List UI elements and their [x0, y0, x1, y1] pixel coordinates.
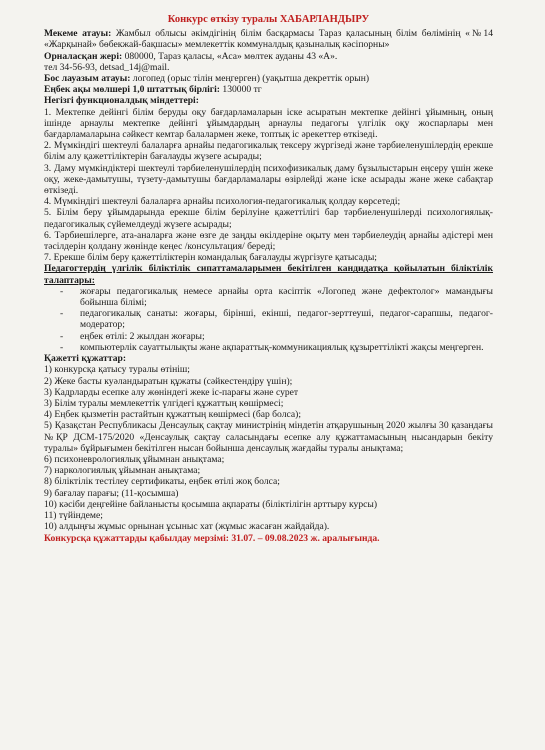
duty-item: 7. Ерекше білім беру қажеттіліктерін командалық бағалауды жүргізуге қатысады;: [44, 252, 377, 264]
vacancy-label: Бос лауазым атауы:: [44, 73, 131, 85]
requirement-item: - еңбек өтілі: 2 жылдан жоғары;: [60, 331, 493, 342]
document-item: 3) Білім туралы мемлекеттік үлгідегі құжаттың көшірмесі;: [44, 397, 284, 409]
org-value: Жамбыл облысы әкімдігінің білім басқармасы Тараз қаласының білім бөлімінің «№14 «Жарқынай» бөбекжай-бақшасы» мемлекеттік коммуналдық қазыналық кәсіпорны»: [44, 28, 493, 51]
vacancy-paragraph: [44, 73, 493, 84]
requirement-item: - педагогикалық санаты: жоғары, бірінші, екінші, педагог-зерттеуші, педагог-сарапшы, педагог-модератор;: [60, 308, 493, 330]
document-item: 11) түйіндеме;: [44, 509, 103, 521]
document-item: 9) бағалау парағы; (11-қосымша): [44, 487, 179, 499]
duty-item: 3. Даму мүмкіндіктері шектеулі тәрбиеленушілердің психофизикалық даму бұзылыстарын еңсеру үшін жеке оқу, жеке-дамытушы, түзету-дамытушы бағдарламалары өзірлейді және іске асырады және жеке сабақтар өткізеді.: [44, 162, 493, 197]
duty-item: 2. Мүмкіндігі шектеулі балаларға арнайы педагогикалық тексеру жүргізеді және тәрбиеленушілердің ерекше білім алу қажеттіліктерін бағалауды жүзеге асырады;: [44, 140, 493, 163]
document-item: 10) алдыңғы жұмыс орнынан ұсыныс хат (жұмыс жасаған жайдайда).: [44, 521, 330, 533]
duty-item: 4. Мүмкіндігі шектеулі балаларға арнайы психология-педагогикалық қолдау көрсетеді;: [44, 196, 401, 208]
contacts-line: тел 34-56-93, detsad_14j@mail.: [44, 61, 170, 73]
document-item: 4) Еңбек қызметін растайтын құжаттың көшірмесі (бар болса);: [44, 409, 301, 421]
address-label: Орналасқан жері:: [44, 50, 123, 62]
duties-heading: Негізгі функционалдық міндеттері:: [44, 95, 199, 107]
vacancy-value: логопед (орыс тілін меңгерген) (уақытша декреттік орын): [130, 73, 370, 85]
requirement-item: - жоғары педагогикалық немесе арнайы орта кәсіптік «Логопед және дефектолог» мамандығы бойынша білімі;: [60, 286, 493, 308]
documents-heading: Қажетті құжаттар:: [44, 353, 127, 365]
document-item: 3) Кадрларды есепке алу жөніндегі жеке іс-парағы және сурет: [44, 386, 299, 398]
document-item: 10) кәсіби деңгейіне байланысты қосымша ақпараты (біліктілігін арттыру курсы): [44, 498, 378, 510]
duty-item: 6. Тәрбиешілерге, ата-аналарға және өзге де заңды өкілдеріне оқыту мен тәрбиелеудің арнайы әдістері мен тәсілдерін қолдану жөнінде кеңес /консультация/ береді;: [44, 229, 493, 253]
salary-value: 130000 тг: [220, 84, 262, 96]
address-value: 080000, Тараз қаласы, «Аса» мөлтек ауданы 43 «А».: [122, 50, 338, 62]
deadline-line: Конкурсқа құжаттарды қабылдау мерзімі: 31.07. – 09.08.2023 ж. аралығында.: [44, 533, 380, 545]
document-item: 7) наркологиялық ұйымнан анықтама;: [44, 465, 201, 477]
duty-item: 1. Мектепке дейінгі білім беруды оқу бағдарламаларын іске асыратын мектепке дейінгі ұйымның, оның ішінде арнаулы мектепке дейінгі ұйымдардың арнаулы педагогы үлгілік оқу жоспарлары мен бағдарламаларына сәйкест кемтар балалармен жеке, топтық іс әрекеттер өткізеді.: [44, 106, 493, 141]
document-title: Конкурс өткізу туралы ХАБАРЛАНДЫРУ: [167, 14, 370, 25]
address-paragraph: [44, 51, 493, 62]
requirements-list: [44, 286, 493, 353]
documents-list: [44, 364, 493, 532]
document-item: 2) Жеке басты куәландыратын құжаты (сәйкестендіру үшін);: [44, 375, 293, 387]
salary-paragraph: [44, 84, 493, 95]
requirement-item: - компьютерлік сауаттылықты және ақпараттық-коммуникациялық құзыреттілікті жақсы меңгерген.: [60, 342, 493, 353]
requirements-heading: Педагогтердің үлгілік біліктілік сипаттамаларымен бекітілген кандидатқа қойылатын біліктілік талаптары:: [44, 263, 493, 286]
document-item: 1) конкурсқа қатысу туралы өтініш;: [44, 364, 190, 376]
duties-list: [44, 107, 493, 264]
duty-item: 5. Білім беру ұйымдарында ерекше білім берілуіне қажеттілігі бар тәрбиеленушілерді психологиялық-педагогикалық сүйемелдеуді жүзеге асырады;: [44, 207, 493, 230]
document-item: 6) психоневрологиялық ұйымнан анықтама;: [44, 453, 225, 465]
org-paragraph: [44, 28, 493, 50]
document-item: 8) біліктілік тестілеу сертификаты, еңбек өтілі жоқ болса;: [44, 476, 280, 488]
org-label: Мекеме атауы:: [44, 28, 112, 40]
salary-label: Еңбек ақы мөлшері 1,0 штаттық бірлігі:: [44, 84, 220, 96]
document-item: 5) Қазақстан Республикасы Денсаулық сақтау министрінің міндетін атқарушының 2020 жылғы 30 қазандағы №ҚР ДСМ-175/2020 «Денсаулық сақтау саласындағы есепке алу құжаттамасының нысандарын бекіту туралы» бұйрығымен бекітілген нысан бойынша денсаулық жағдайы туралы анықтама;: [44, 420, 493, 454]
